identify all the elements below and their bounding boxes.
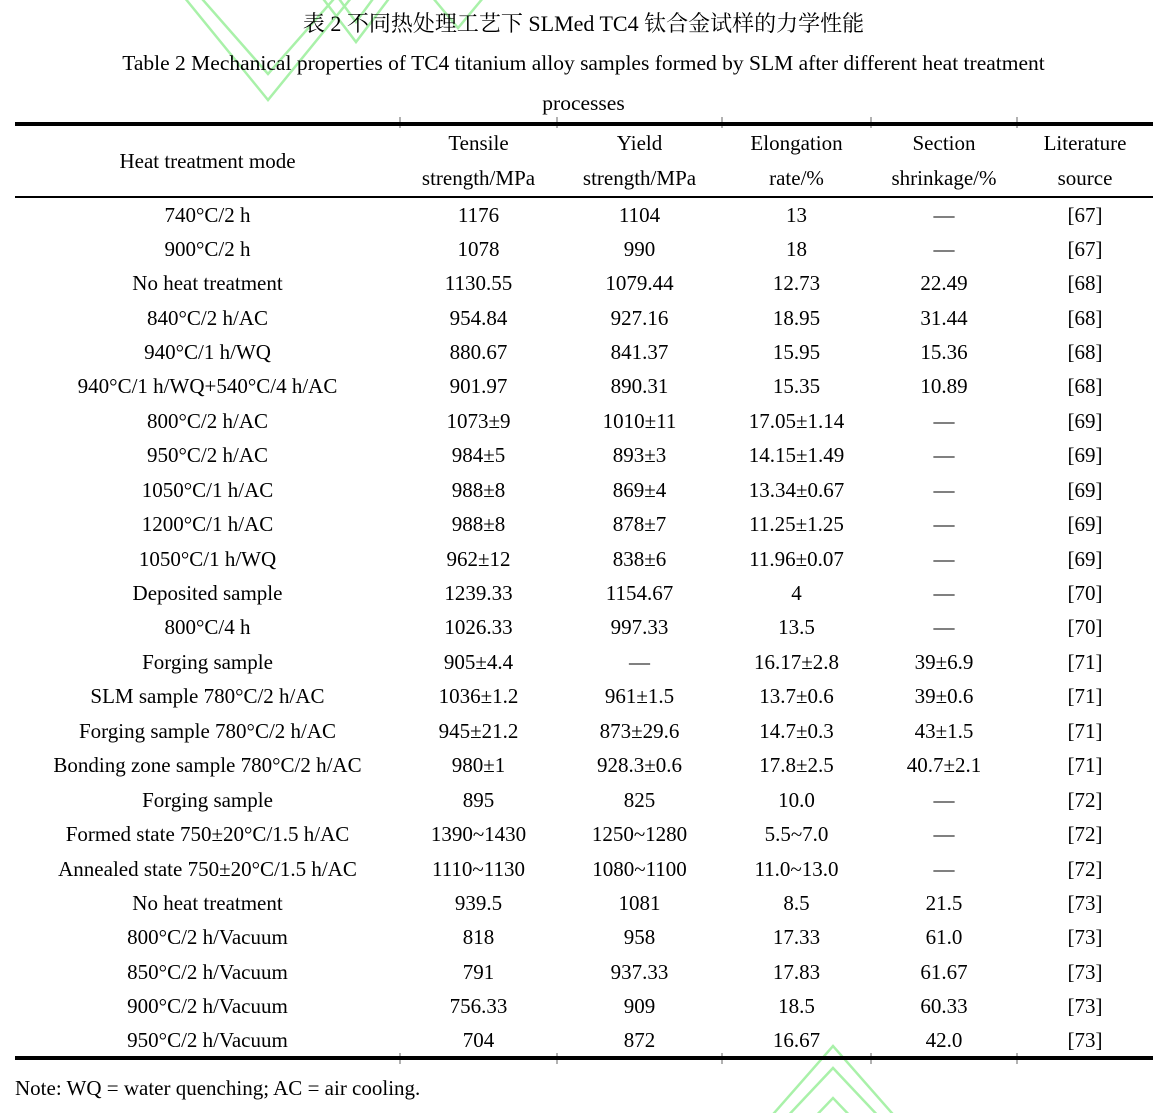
column-header [871,124,1017,197]
table-cell: [69] [1067,477,1103,502]
table-cell: [72] [1067,856,1103,881]
table-row [15,438,1153,472]
table-cell: — [629,649,650,674]
table-header-row [15,124,1153,197]
table-cell: 800°C/2 h/AC [147,408,268,433]
table-cell: 11.96±0.07 [749,546,844,571]
table-cell: 16.67 [772,1027,821,1052]
table-cell: — [933,477,955,502]
table-cell: 1073±9 [446,408,511,433]
table-cell: 825 [623,787,656,812]
table-cell: 878±7 [612,512,667,537]
table-cell: [68] [1067,374,1103,399]
table-cell: 1130.55 [444,271,513,296]
table-cell: [73] [1067,959,1103,984]
table-cell: — [933,787,955,812]
table-cell: 1078 [457,236,500,261]
table-cell: 18.5 [778,994,815,1019]
table-cell: [73] [1067,994,1103,1019]
table-cell: 42.0 [925,1027,963,1052]
table-cell: — [933,581,955,605]
table-cell: 16.17±2.8 [753,649,840,674]
table-cell: [73] [1067,1027,1103,1052]
table-cell: 13.5 [778,615,815,640]
table-cell: 954.84 [449,305,508,330]
table-cell: 1154.67 [605,581,674,605]
table-cell: Bonding zone sample 780°C/2 h/AC [53,753,362,778]
table-cell: [67] [1067,202,1103,227]
table-cell: — [933,615,955,640]
table-cell: 818 [462,925,495,950]
table-row [15,610,1153,644]
table-row [15,886,1153,920]
table-cell: 900°C/2 h/Vacuum [127,994,288,1019]
table-cell: [69] [1067,408,1103,433]
table-cell: 1250~1280 [591,822,688,847]
table-cell: 31.44 [920,305,968,330]
table-cell: [69] [1067,512,1103,537]
table-cell: [68] [1067,305,1103,330]
table-cell: [68] [1067,339,1103,364]
table-cell: 17.33 [772,925,821,950]
table-row [15,748,1153,782]
table-cell: 937.33 [610,959,669,984]
table-cell: 1239.33 [444,581,513,605]
table-cell: 22.49 [920,271,968,296]
table-cell: No heat treatment [132,890,283,915]
table-cell: 18 [786,236,807,261]
column-header-line: strength/MPa [421,166,536,190]
table-cell: 939.5 [454,890,503,915]
table-cell: 873±29.6 [599,718,680,743]
table-cell: 10.89 [920,374,968,399]
table-cell: 791 [462,959,495,984]
column-header-line: source [1057,166,1113,190]
table-cell: 893±3 [612,443,667,468]
table-cell: 39±0.6 [914,684,974,709]
table-cell: [73] [1067,925,1103,950]
table-row [15,266,1153,300]
table-cell: 928.3±0.6 [596,753,683,778]
column-header-line: Heat treatment mode [119,148,296,173]
column-header-line: Literature [1043,131,1127,155]
table-cell: [70] [1067,581,1103,605]
table-cell: 1110~1130 [431,856,526,881]
table-row [15,231,1153,265]
table-cell: 988±8 [451,477,506,502]
table-cell: 60.33 [920,994,968,1019]
column-header-line: Tensile [448,131,509,155]
table-row [15,576,1153,610]
table-cell: 1010±11 [602,408,677,433]
table-cell: 1390~1430 [430,822,527,847]
table-cell: 18.95 [772,305,821,330]
table-row [15,300,1153,334]
table-cell: [68] [1067,271,1103,296]
table-cell: 901.97 [449,374,508,399]
table-row [15,541,1153,575]
table-cell: 740°C/2 h [164,202,251,227]
table-cell: 5.5~7.0 [764,822,829,847]
table-cell: 61.0 [925,925,963,950]
table-cell: 756.33 [449,994,508,1019]
column-header [1017,124,1153,197]
table-row [15,851,1153,885]
table-cell: [71] [1067,649,1103,674]
table-cell: [67] [1067,236,1103,261]
table-cell: Forging sample [142,649,273,674]
table-cell: 15.95 [772,339,821,364]
table-body [15,197,1153,1058]
table-cell: 927.16 [610,305,669,330]
table-cell: Forging sample [142,787,273,812]
table-row [15,714,1153,748]
table-cell: 850°C/2 h/Vacuum [127,959,288,984]
table-row [15,782,1153,816]
table-cell: 13.34±0.67 [748,477,845,502]
table-cell: 1036±1.2 [438,684,519,709]
table-cell: [71] [1067,718,1103,743]
table-cell: 4 [791,581,802,605]
table-row [15,369,1153,403]
table-cell: Forging sample 780°C/2 h/AC [78,718,337,743]
table-cell: [72] [1067,822,1103,847]
table-cell: 900°C/2 h [164,236,251,261]
column-header [15,124,400,197]
table-cell: — [933,822,955,847]
table-cell: Formed state 750±20°C/1.5 h/AC [65,822,350,847]
table-cell: [69] [1067,546,1103,571]
table-cell: 869±4 [612,477,667,502]
table-cell: 1081 [618,890,661,915]
column-header-line: Section [912,131,976,155]
table-row [15,920,1153,954]
table-cell: 13.7±0.6 [759,684,834,709]
table-cell: 800°C/2 h/Vacuum [127,925,288,950]
table-row [15,197,1153,231]
table-cell: [70] [1067,615,1103,640]
table-cell: [72] [1067,787,1103,812]
table-cell: 1050°C/1 h/WQ [138,546,277,571]
table-row [15,507,1153,541]
table-cell: [71] [1067,753,1103,778]
table-cell: — [933,443,955,468]
table-cell: 800°C/4 h [164,615,251,640]
column-header-line: Yield [616,131,663,155]
table-cell: 990 [623,236,656,261]
table-cell: 909 [623,994,656,1019]
table-cell: 39±6.9 [914,649,974,674]
table-cell: 838±6 [612,546,667,571]
table-cell: 15.35 [772,374,821,399]
table-caption-chinese: 表 2 不同热处理工艺下 SLMed TC4 钛合金试样的力学性能 [302,11,865,36]
table-cell: No heat treatment [132,271,283,296]
table-cell: 61.67 [920,959,968,984]
table-cell: Deposited sample [132,581,283,605]
table-cell: SLM sample 780°C/2 h/AC [90,684,325,709]
table-cell: 962±12 [446,546,511,571]
column-header [557,124,722,197]
table-footnote: Note: WQ = water quenching; AC = air cooling. [15,1075,421,1100]
table-cell: 840°C/2 h/AC [147,305,268,330]
table-cell: — [933,408,955,433]
table-caption-english-line2: processes [542,91,625,115]
table-row [15,1024,1153,1058]
column-header-line: shrinkage/% [891,166,997,190]
table-cell: 940°C/1 h/WQ+540°C/4 h/AC [77,374,338,399]
table-cell: 17.05±1.14 [748,408,845,433]
table-cell: 17.83 [772,959,821,984]
table-cell: 13 [786,202,807,227]
column-header [400,124,557,197]
table-cell: 1050°C/1 h/AC [141,477,274,502]
table-cell: 10.0 [778,787,815,812]
table-row [15,955,1153,989]
table-row [15,989,1153,1023]
table-header [15,124,1153,197]
table-cell: 1176 [457,202,500,227]
table-cell: 14.15±1.49 [748,443,845,468]
table-cell: 43±1.5 [914,718,974,743]
table-caption-english-line1: Table 2 Mechanical properties of TC4 titanium alloy samples formed by SLM after different heat treatment [122,51,1045,75]
table-cell: 895 [462,787,495,812]
table-cell: 21.5 [925,890,963,915]
column-header-line: strength/MPa [582,166,697,190]
table-cell: 872 [623,1027,656,1052]
table-cell: 905±4.4 [443,649,514,674]
table-cell: — [933,512,955,537]
table-cell: 1026.33 [444,615,513,640]
table-cell: 961±1.5 [604,684,675,709]
table-cell: 704 [462,1027,495,1052]
table-cell: 890.31 [610,374,669,399]
table-cell: — [933,546,955,571]
table-cell: — [933,856,955,881]
table-cell: [69] [1067,443,1103,468]
table-cell: 950°C/2 h/Vacuum [127,1027,288,1052]
table-cell: 40.7±2.1 [906,753,982,778]
table-cell: 940°C/1 h/WQ [144,339,271,364]
column-header [722,124,871,197]
table-cell: 945±21.2 [438,718,519,743]
table-cell: 1104 [618,202,661,227]
table-cell: 12.73 [772,271,821,296]
table-cell: 14.7±0.3 [759,718,834,743]
table-cell: 17.8±2.5 [759,753,834,778]
table-cell: 1200°C/1 h/AC [141,512,274,537]
table-row [15,645,1153,679]
table-row [15,473,1153,507]
column-header-line: Elongation [750,131,843,155]
mechanical-properties-table [15,122,1153,1060]
table-cell: [73] [1067,890,1103,915]
table-cell: Annealed state 750±20°C/1.5 h/AC [58,856,357,881]
table-cell: 15.36 [920,339,968,364]
table-cell: [71] [1067,684,1103,709]
table-cell: 950°C/2 h/AC [147,443,268,468]
table-cell: 1080~1100 [592,856,687,881]
column-header-line: rate/% [769,166,824,190]
table-cell: 984±5 [451,443,506,468]
table-cell: 958 [623,925,656,950]
table-row [15,335,1153,369]
table-cell: — [933,202,955,227]
table-cell: 1079.44 [605,271,674,296]
table-cell: 997.33 [610,615,669,640]
table-row [15,404,1153,438]
table-cell: 880.67 [449,339,508,364]
table-row [15,679,1153,713]
table-cell: 8.5 [783,890,810,915]
table-row [15,817,1153,851]
table-cell: — [933,236,955,261]
table-cell: 11.25±1.25 [749,512,844,537]
table-cell: 841.37 [610,339,669,364]
table-cell: 980±1 [451,753,506,778]
table-cell: 11.0~13.0 [754,856,839,881]
table-cell: 988±8 [451,512,506,537]
